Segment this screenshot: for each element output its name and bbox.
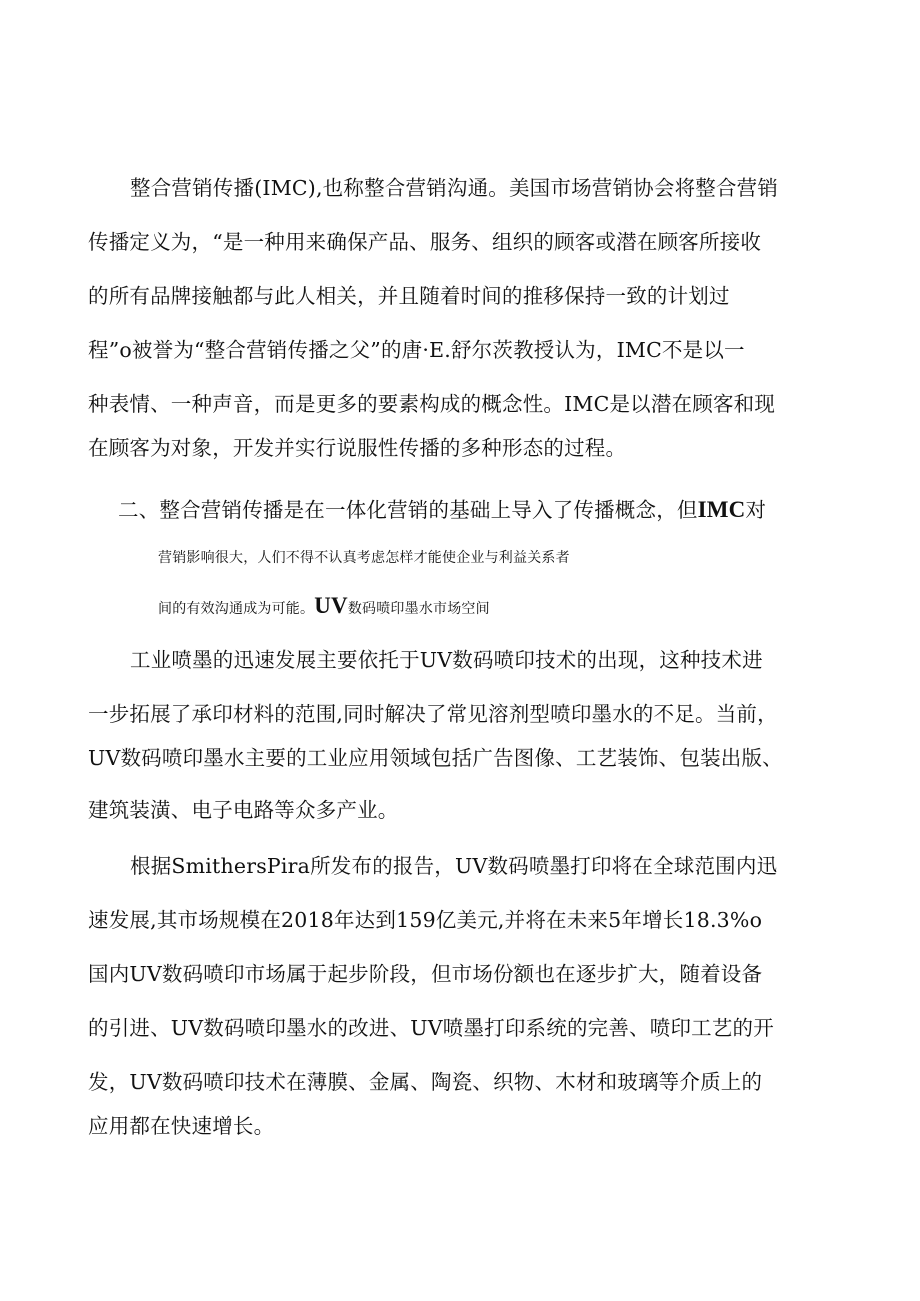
text-line: 一步拓展了承印材料的范围,同时解决了常见溶剂型喷印墨水的不足。当前，	[88, 702, 778, 726]
heading-line: 营销影响很大，人们不得不认真考虑怎样才能使企业与利益关系者	[158, 550, 570, 566]
text-line: 程”o被誉为“整合营销传播之父”的唐·E.舒尔茨教授认为，IMC不是以一	[88, 338, 745, 362]
text-line: 建筑装潢、电子电路等众多产业。	[88, 798, 399, 822]
heading-bold-term: IMC	[697, 497, 746, 522]
text-line: UV数码喷印墨水主要的工业应用领域包括广告图像、工艺装饰、包装出版、	[88, 746, 783, 770]
text-line: 工业喷墨的迅速发展主要依托于UV数码喷印技术的出现，这种技术进	[130, 648, 763, 672]
text-line: 国内UV数码喷印市场属于起步阶段，但市场份额也在逐步扩大，随着设备	[88, 962, 763, 986]
heading-text: 间的有效沟通成为可能。	[158, 601, 315, 617]
heading-text: 二、整合营销传播是在一体化营销的基础上导入了传播概念，但	[118, 498, 698, 522]
text-line: 在顾客为对象，开发并实行说服性传播的多种形态的过程。	[88, 436, 627, 460]
text-line: 的引进、UV数码喷印墨水的改进、UV喷墨打印系统的完善、喷印工艺的开	[88, 1016, 774, 1040]
text-line: 应用都在快速增长。	[88, 1114, 275, 1138]
text-line: 根据SmithersPira所发布的报告，UV数码喷墨打印将在全球范围内迅	[130, 854, 778, 878]
text-line: 的所有品牌接触都与此人相关，并且随着时间的推移保持一致的计划过	[88, 284, 730, 308]
heading-line	[118, 496, 878, 524]
text-line: 传播定义为，“是一种用来确保产品、服务、组织的顾客或潜在顾客所接收	[88, 230, 762, 254]
heading-line	[158, 592, 918, 623]
text-line: 整合营销传播(IMC),也称整合营销沟通。美国市场营销协会将整合营销	[130, 176, 779, 200]
heading-text: 数码喷印墨水市场空间	[347, 601, 490, 617]
text-line: 速发展,其市场规模在2018年达到159亿美元,并将在未来5年增长18.3%o	[88, 908, 763, 932]
text-line: 发，UV数码喷印技术在薄膜、金属、陶瓷、织物、木材和玻璃等介质上的	[88, 1070, 763, 1094]
heading-bold-term: UV	[314, 593, 348, 618]
heading-text: 对	[745, 498, 767, 522]
text-line: 种表情、一种声音，而是更多的要素构成的概念性。IMC是以潜在顾客和现	[88, 392, 776, 416]
